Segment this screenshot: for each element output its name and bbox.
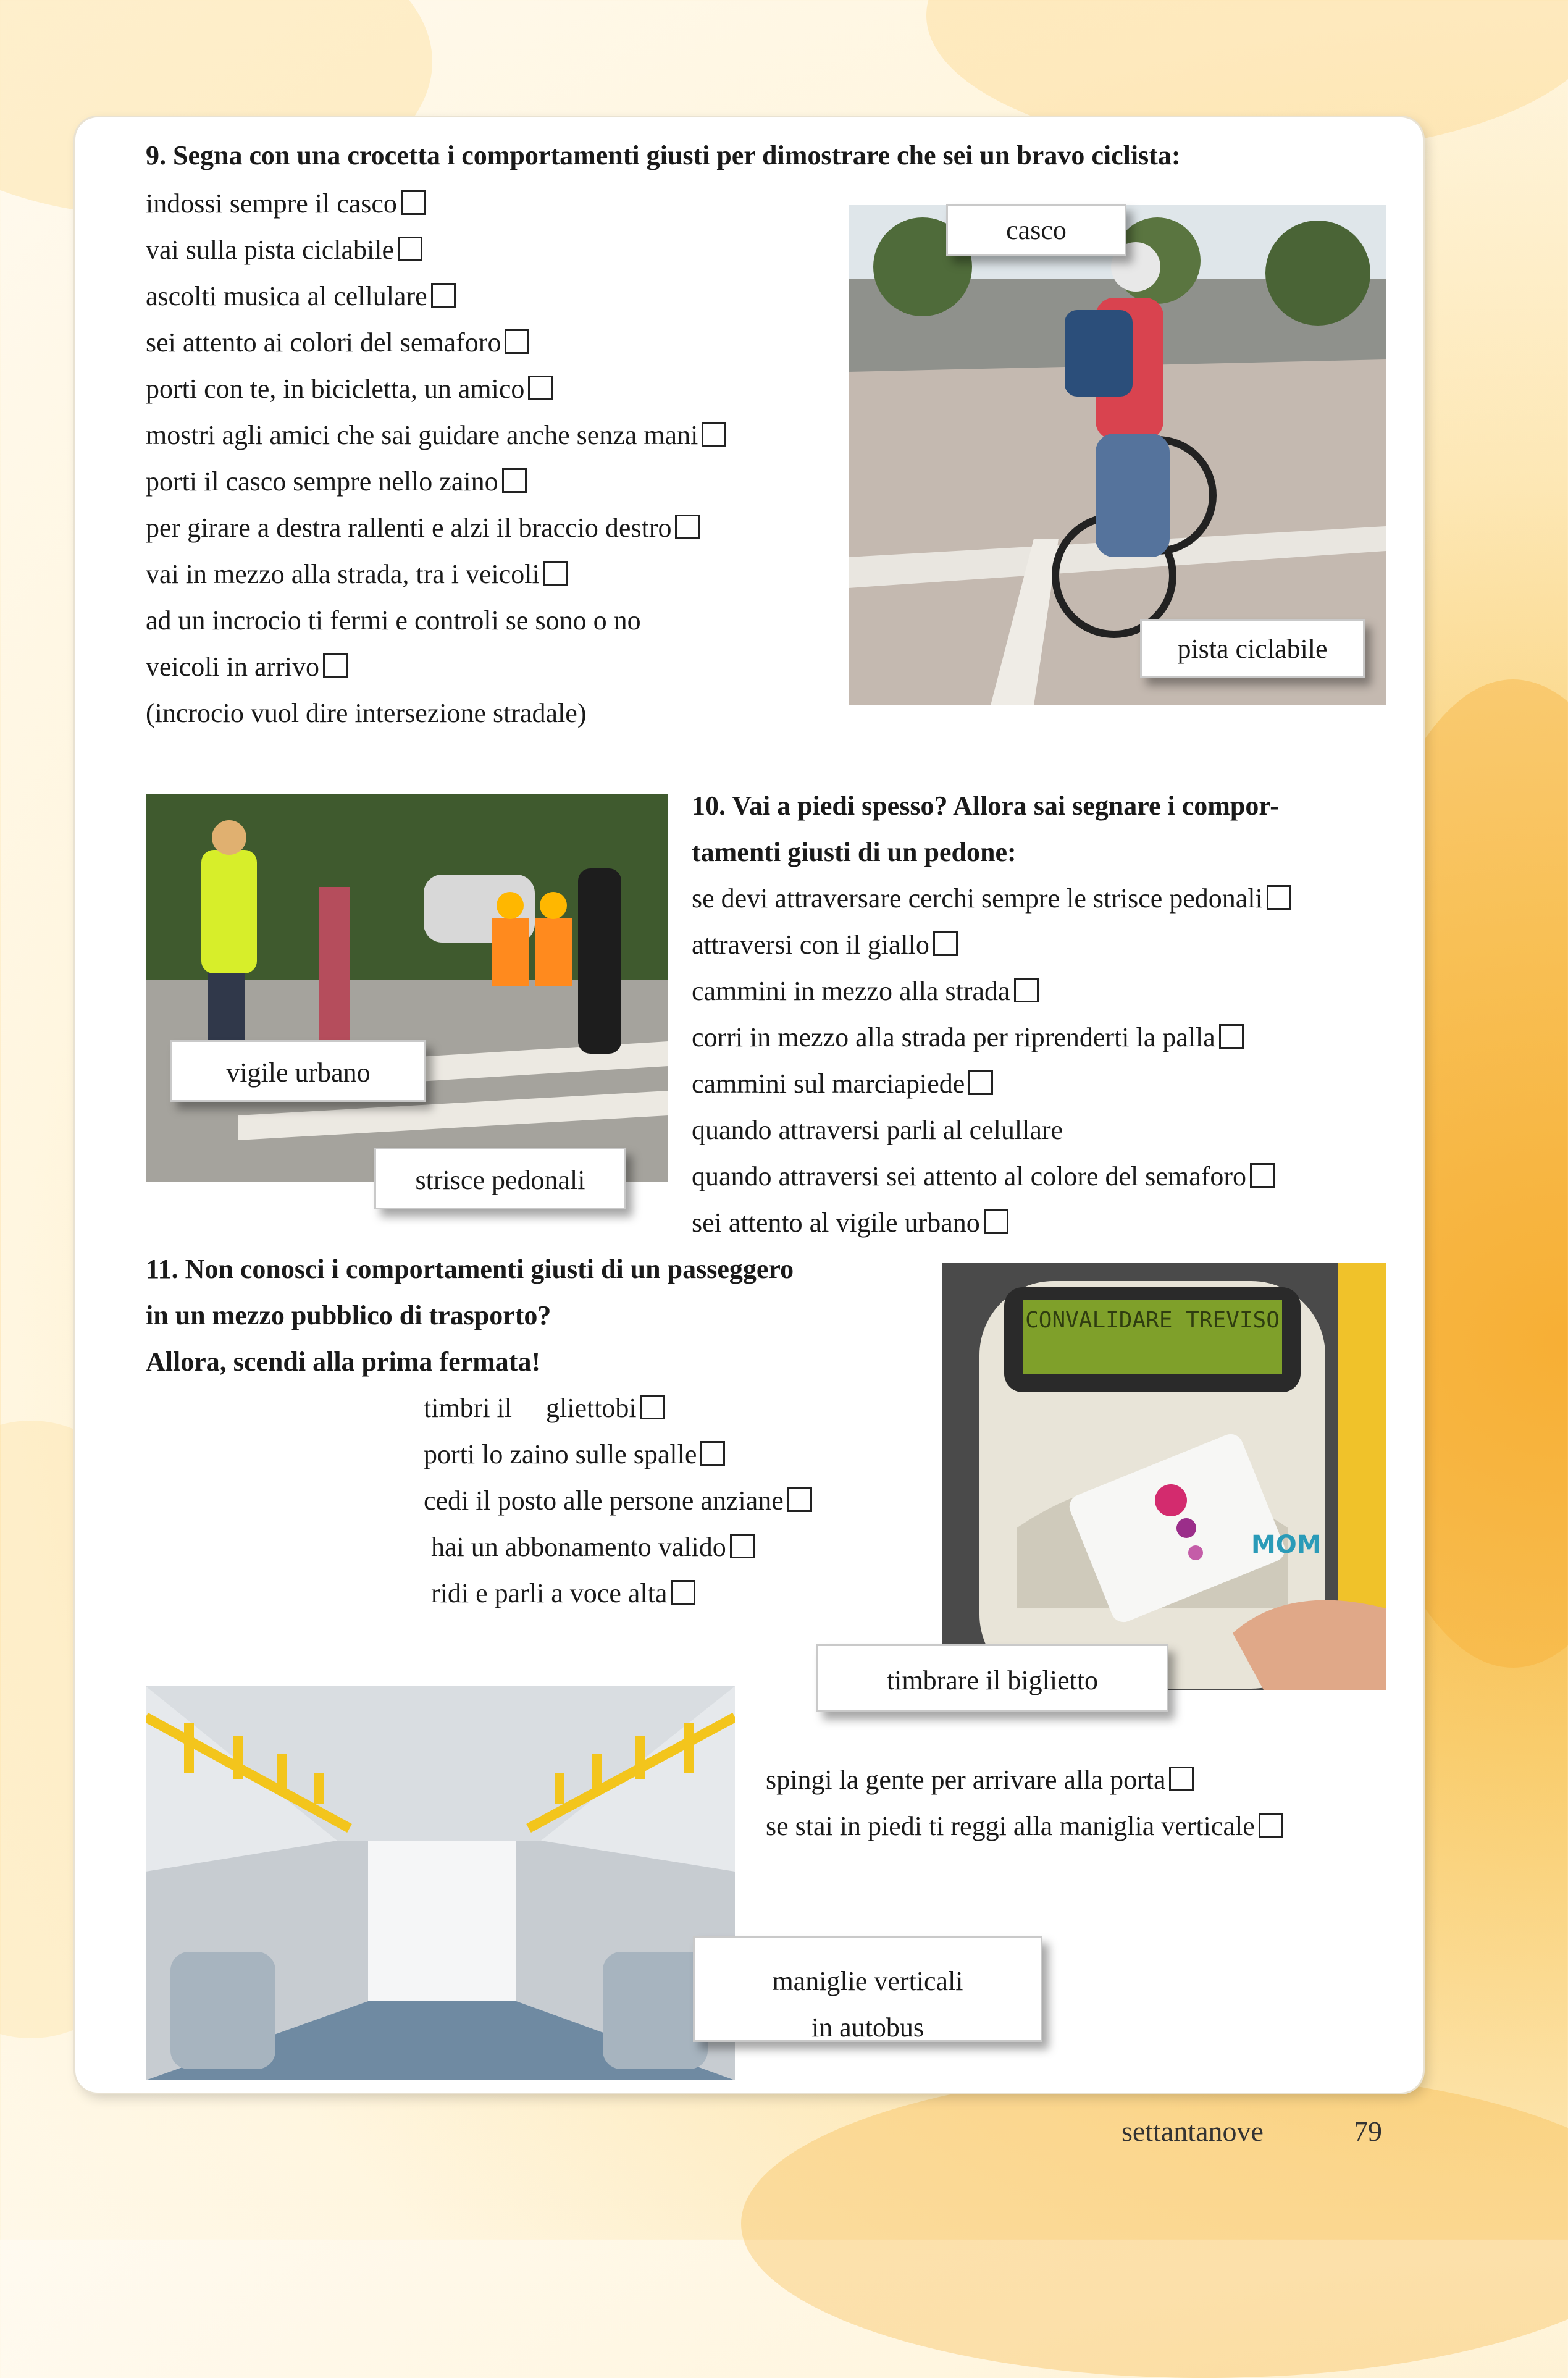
section-11-heading: 11. Non conosci i comportamenti giusti di un passeggero xyxy=(146,1254,794,1284)
list-item: indossi sempre il casco xyxy=(146,190,426,217)
checkbox[interactable] xyxy=(968,1070,993,1095)
list-item: se devi attraversare cerchi sempre le strisce pedonali xyxy=(692,885,1291,912)
checkbox[interactable] xyxy=(730,1534,755,1558)
checkbox[interactable] xyxy=(700,1441,725,1466)
checkbox[interactable] xyxy=(671,1580,695,1605)
list-item: sei attento al vigile urbano xyxy=(692,1209,1008,1237)
checkbox[interactable] xyxy=(431,283,456,308)
page-number: 79 xyxy=(1354,2115,1382,2147)
section-11-heading: in un mezzo pubblico di trasporto? xyxy=(146,1300,551,1330)
section-10-heading: tamenti giusti di un pedone: xyxy=(692,837,1017,867)
page-number-word: settantanove xyxy=(1121,2115,1264,2147)
checkbox[interactable] xyxy=(702,422,726,447)
list-item: quando attraversi parli al celullare xyxy=(692,1115,1063,1145)
checkbox[interactable] xyxy=(1250,1163,1275,1188)
checkbox[interactable] xyxy=(1259,1813,1283,1838)
list-item: porti lo zaino sulle spalle xyxy=(424,1441,725,1468)
card-logo-text: MOM xyxy=(1251,1531,1322,1559)
section-9-heading: 9. Segna con una crocetta i comportamenti giusti per dimostrare che sei un bravo ciclista: xyxy=(146,140,1181,170)
checkbox[interactable] xyxy=(1014,978,1039,1002)
checkbox[interactable] xyxy=(505,329,529,354)
label-pista-ciclabile: pista ciclabile xyxy=(1140,619,1365,678)
checkbox[interactable] xyxy=(1267,885,1291,910)
checkbox[interactable] xyxy=(1169,1767,1194,1791)
label-timbrare-biglietto: timbrare il biglietto xyxy=(816,1644,1168,1712)
ticket-validator-photo xyxy=(942,1263,1386,1690)
checkbox[interactable] xyxy=(401,190,426,215)
list-item: corri in mezzo alla strada per riprenderti la palla xyxy=(692,1024,1244,1051)
checkbox[interactable] xyxy=(675,515,700,539)
list-item: vai sulla pista ciclabile xyxy=(146,237,422,264)
checkbox[interactable] xyxy=(984,1209,1008,1234)
list-item: porti il casco sempre nello zaino xyxy=(146,468,527,495)
label-strisce-pedonali: strisce pedonali xyxy=(374,1148,626,1209)
list-item: se stai in piedi ti reggi alla maniglia verticale xyxy=(766,1813,1283,1840)
pedestrians-photo xyxy=(146,794,668,1182)
list-item: timbri il gliettobi xyxy=(424,1395,665,1422)
list-item: vai in mezzo alla strada, tra i veicoli xyxy=(146,561,568,588)
checkbox[interactable] xyxy=(640,1395,665,1419)
list-item: per girare a destra rallenti e alzi il braccio destro xyxy=(146,515,700,542)
list-item: ad un incrocio ti fermi e controli se sono o no xyxy=(146,605,641,636)
list-item: mostri agli amici che sai guidare anche senza mani xyxy=(146,422,726,449)
checkbox[interactable] xyxy=(323,653,348,678)
note-text: (incrocio vuol dire intersezione stradale) xyxy=(146,698,587,728)
section-11-heading: Allora, scendi alla prima fermata! xyxy=(146,1347,541,1377)
checkbox[interactable] xyxy=(528,376,553,400)
checkbox[interactable] xyxy=(787,1487,812,1512)
list-item: attraversi con il giallo xyxy=(692,931,958,959)
list-item: ascolti musica al cellulare xyxy=(146,283,456,310)
checkbox[interactable] xyxy=(543,561,568,586)
list-item: sei attento ai colori del semaforo xyxy=(146,329,529,356)
list-item: veicoli in arrivo xyxy=(146,653,348,681)
label-maniglie-verticali: maniglie verticali in autobus xyxy=(693,1936,1042,2042)
checkbox[interactable] xyxy=(502,468,527,493)
checkbox[interactable] xyxy=(1219,1024,1244,1049)
checkbox[interactable] xyxy=(933,931,958,956)
section-10-heading: 10. Vai a piedi spesso? Allora sai segnare i compor- xyxy=(692,791,1279,821)
validator-display-line: CONVALIDARE TREVISO xyxy=(1025,1308,1280,1333)
checkbox[interactable] xyxy=(398,237,422,261)
list-item: cedi il posto alle persone anziane xyxy=(424,1487,812,1515)
list-item: porti con te, in bicicletta, un amico xyxy=(146,376,553,403)
label-vigile-urbano: vigile urbano xyxy=(170,1040,426,1102)
list-item: hai un abbonamento valido xyxy=(431,1534,755,1561)
list-item: spingi la gente per arrivare alla porta xyxy=(766,1767,1194,1794)
label-casco: casco xyxy=(946,204,1126,256)
list-item: ridi e parli a voce alta xyxy=(431,1580,695,1607)
list-item: cammini sul marciapiede xyxy=(692,1070,993,1098)
list-item: cammini in mezzo alla strada xyxy=(692,978,1039,1005)
list-item: quando attraversi sei attento al colore del semaforo xyxy=(692,1163,1275,1190)
bus-interior-photo xyxy=(146,1686,735,2080)
